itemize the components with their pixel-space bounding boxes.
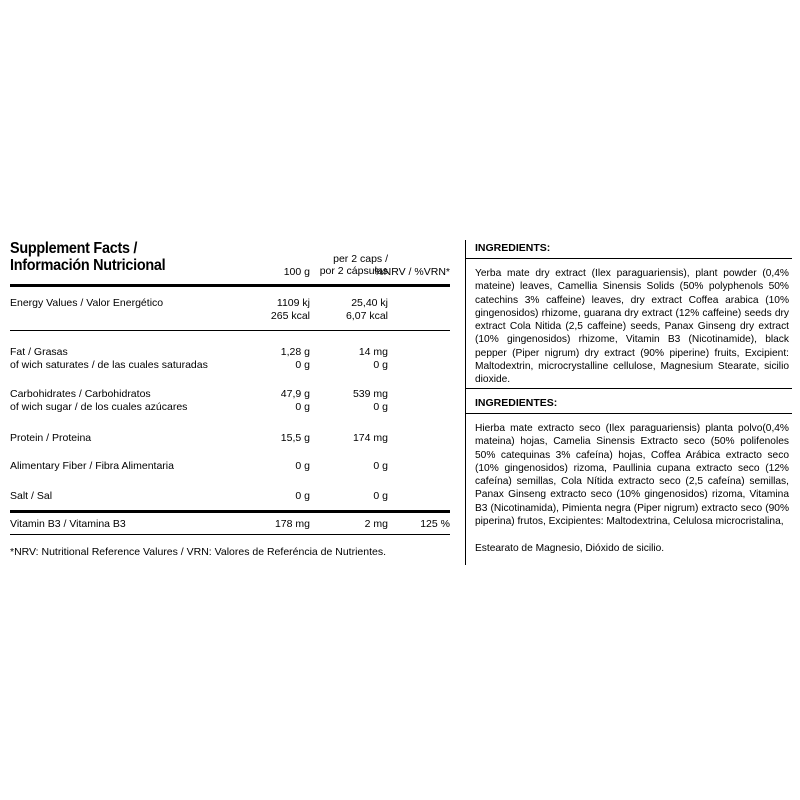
ingredients-text-es: Hierba mate extracto seco (Ilex paraguariensis) planta polvo(0,4% mateina) hojas, Camelia Sinensis Extracto seco (50% polifenoles 50% catequinas 3% cafeína) hojas, Coffea Arábica extracto seco (10% gingenosidos) rizoma, Paullinia cupana extracto seco (12% cafeína) semillas, Cola Nítida extracto seco (2,5 cafeína) semillas, Panax Ginseng extracto seco (10% gingenosidos) rizoma, Vitamina B3 (Nicotinamida), Pimienta negra (Piper nigrum) extracto seco (90% piperina) frutos, Excipientes: Maltodextrina, Celulosa microcristalina, bbox=[475, 423, 789, 528]
ingredients-en-divider bbox=[465, 258, 792, 259]
row-label: Salt / Sal bbox=[10, 490, 53, 502]
row-value-100g: 1109 kj bbox=[276, 297, 310, 309]
section-divider bbox=[10, 330, 450, 331]
row-label: Alimentary Fiber / Fibra Alimentaria bbox=[10, 460, 174, 472]
row-value-nrv: 125 % bbox=[420, 518, 450, 530]
row-label: of wich saturates / de las cuales saturadas bbox=[10, 359, 208, 371]
row-label: of wich sugar / de los cuales azúcares bbox=[10, 401, 188, 413]
row-value-per-caps: 0 g bbox=[373, 401, 388, 413]
header-per-2-caps-line1: per 2 caps / bbox=[333, 253, 388, 265]
row-value-100g: 0 g bbox=[295, 401, 310, 413]
row-value-100g: 15,5 g bbox=[280, 432, 310, 444]
row-value-per-caps: 174 mg bbox=[352, 432, 388, 444]
facts-title-line2: Información Nutricional bbox=[10, 257, 166, 274]
vitamin-divider bbox=[10, 510, 450, 513]
facts-title-line1: Supplement Facts / bbox=[10, 240, 138, 257]
row-label: Vitamin B3 / Vitamina B3 bbox=[10, 518, 126, 530]
row-value-per-caps: 0 g bbox=[373, 490, 388, 502]
ingredients-text-en: Yerba mate dry extract (Ilex paraguariensis), plant powder (0,4% mateine) leaves, Camellia Sinensis Solids (50% polyphenols 50% catechins 3% caffeine) leaves, dry extract Coffea arabica (10% gingenosidos) rhizome, guarana dry extract (12% caffeine) seeds dry extract Cola Nitida (2,5 caffeine) seeds, Panax Ginseng dry extract (10% gingenosidos) rhizome, Vitamin B3 (Nicotinamide), black pepper (Piper nigrum) dry extract (90% piperine) fruits, Excipient: Maltodextrin, microcrystalline cellulose, Magnesium Stearate, sicilio dioxide. bbox=[475, 268, 789, 386]
row-label: Protein / Proteina bbox=[10, 432, 92, 444]
header-divider bbox=[10, 284, 450, 287]
ingredients-heading-es: INGREDIENTES: bbox=[475, 397, 558, 409]
header-100g: 100 g bbox=[283, 266, 310, 278]
row-label: Fat / Grasas bbox=[10, 346, 68, 358]
row-value-per-caps: 2 mg bbox=[364, 518, 388, 530]
footer-divider bbox=[10, 534, 450, 535]
header-nrv: %NRV / %VRN* bbox=[374, 266, 450, 278]
ingredients-panel bbox=[465, 240, 792, 565]
row-value-per-caps: 25,40 kj bbox=[351, 297, 388, 309]
row-value-100g: 0 g bbox=[295, 460, 310, 472]
ingredients-heading-en: INGREDIENTS: bbox=[475, 242, 551, 254]
ingredients-text-es-last: Estearato de Magnesio, Dióxido de sicilio. bbox=[475, 543, 665, 554]
nrv-footnote: *NRV: Nutritional Reference Valures / VRN: Valores de Referéncia de Nutrientes. bbox=[10, 546, 387, 558]
ingredients-left-border bbox=[465, 240, 466, 565]
row-value-100g: 1,28 g bbox=[280, 346, 310, 358]
row-value-100g: 0 g bbox=[295, 490, 310, 502]
row-label: Energy Values / Valor Energético bbox=[10, 297, 164, 309]
row-value-per-caps: 14 mg bbox=[358, 346, 388, 358]
row-value-per-caps: 0 g bbox=[373, 359, 388, 371]
supplement-facts-panel bbox=[10, 240, 450, 558]
row-value-100g: 178 mg bbox=[274, 518, 310, 530]
row-value-100g: 47,9 g bbox=[280, 388, 310, 400]
ingredients-es-divider bbox=[465, 413, 792, 414]
row-value-100g: 0 g bbox=[295, 359, 310, 371]
row-label: Carbohidrates / Carbohidratos bbox=[10, 388, 151, 400]
row-value-per-caps: 6,07 kcal bbox=[345, 310, 388, 322]
supplement-label bbox=[10, 240, 790, 575]
ingredients-section-divider bbox=[465, 388, 792, 389]
header-per-2-caps-line2: por 2 cápsulas bbox=[319, 265, 388, 277]
row-value-per-caps: 539 mg bbox=[352, 388, 388, 400]
row-value-per-caps: 0 g bbox=[373, 460, 388, 472]
row-value-100g: 265 kcal bbox=[270, 310, 310, 322]
